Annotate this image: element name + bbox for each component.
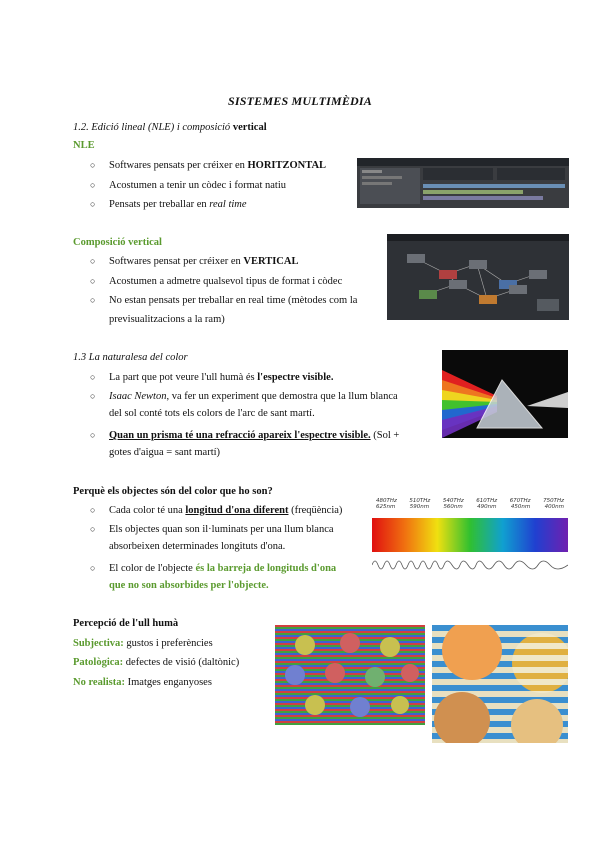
list-item — [109, 563, 361, 591]
node-compositor-image — [387, 234, 569, 320]
bullet — [90, 524, 102, 535]
section-heading-objects: Perquè els objectes són del color que ho son? — [73, 486, 273, 497]
nle-editor-image — [357, 158, 569, 208]
bullet — [90, 199, 102, 210]
wave-label: 560nm — [443, 504, 463, 510]
item-text-cont: del sol conté tots els colors de l'arc de sant martí. — [109, 408, 315, 419]
row-text: Imatges enganyoses — [125, 677, 212, 688]
list-item: No estan pensats per treballar en real time (mètodes com la — [109, 295, 358, 306]
wave-label: 400nm — [544, 504, 564, 510]
vertical-label: Composició vertical — [73, 237, 162, 248]
wave-label: 490nm — [477, 504, 497, 510]
bullet — [90, 372, 102, 383]
section-heading-perception: Percepció de l'ull humà — [73, 618, 179, 629]
row-label: Patològica: — [73, 657, 124, 668]
freq-label: 510THz — [409, 498, 431, 504]
item-bold: l'espectre visible. — [257, 372, 334, 383]
item-text: El color de l'objecte — [109, 563, 196, 574]
item-text-cont: absorbeixen determinades longituts d'ona. — [109, 541, 286, 552]
list-item: Acostumen a tenir un còdec i format natiu — [109, 180, 286, 191]
item-text: Pensats per treballar en — [109, 199, 210, 210]
prism-image — [442, 350, 568, 438]
perception-row — [73, 638, 213, 649]
row-label: No realista: — [73, 677, 126, 688]
freq-label: 480THz — [376, 498, 397, 504]
list-item: Acostumen a admetre qualsevol tipus de format i còdec — [109, 276, 343, 287]
wave-label: 625nm — [376, 504, 396, 510]
list-item — [109, 524, 361, 552]
spectrum-image — [372, 498, 568, 582]
list-item — [109, 391, 429, 419]
list-item — [109, 160, 326, 171]
list-item-cont: previsualitzacions a la ram) — [109, 314, 225, 325]
item-text-cont: gotes d'aigua = sant martí) — [109, 447, 221, 458]
list-item — [109, 199, 247, 210]
item-bold-underline: longitud d'ona diferent — [185, 505, 289, 516]
item-text: La part que pot veure l'ull humà és — [109, 372, 258, 383]
item-bold: VERTICAL — [243, 256, 299, 267]
perception-row — [73, 677, 212, 688]
list-item — [109, 505, 342, 516]
item-italic: Isaac Newton — [109, 391, 167, 402]
item-bold: HORITZONTAL — [247, 160, 327, 171]
bullet — [90, 563, 102, 574]
bullet — [90, 295, 102, 306]
wave-label: 590nm — [409, 504, 430, 510]
bullet — [90, 160, 102, 171]
freq-label: 670THz — [509, 498, 531, 504]
heading-bold: vertical — [232, 122, 267, 133]
item-text: Cada color té una — [109, 505, 186, 516]
illusion-image-spheres — [275, 625, 425, 725]
list-item — [109, 256, 298, 267]
item-text: , va fer un experiment que demostra que la llum blanca — [166, 391, 398, 402]
item-text: (freqüència) — [288, 505, 343, 516]
perception-row — [73, 657, 239, 668]
illusion-image-balls — [432, 625, 568, 743]
bullet — [90, 256, 102, 267]
item-italic: real time — [209, 199, 247, 210]
list-item — [109, 430, 429, 458]
bullet — [90, 180, 102, 191]
list-item — [109, 372, 333, 383]
row-label: Subjectiva: — [73, 638, 124, 649]
page-title: SISTEMES MULTIMÈDIA — [228, 94, 372, 108]
nle-label: NLE — [73, 140, 95, 151]
item-text: (Sol + — [370, 430, 400, 441]
wave-label: 450nm — [510, 504, 531, 510]
bullet — [90, 276, 102, 287]
bullet — [90, 430, 102, 441]
item-text: Softwares pensats per créixer en — [109, 160, 248, 171]
section-heading-nle — [73, 122, 267, 133]
item-text: Softwares pensat per créixer en — [109, 256, 244, 267]
item-green-cont: que no son absorbides per l'objecte. — [109, 580, 269, 591]
spectrum-bar — [372, 518, 568, 552]
row-text: gustos i preferències — [123, 638, 213, 649]
item-text: Els objectes quan son il·luminats per una llum blanca — [109, 524, 334, 535]
freq-label: 750THz — [543, 498, 564, 504]
row-text: defectes de visió (daltònic) — [123, 657, 240, 668]
bullet — [90, 391, 102, 402]
item-bold-underline: Quan un prisma té una refracció apareix l'espectre visible. — [109, 430, 371, 441]
section-heading-color: 1.3 La naturalesa del color — [73, 352, 188, 363]
bullet — [90, 505, 102, 516]
freq-label: 610THz — [476, 498, 498, 504]
heading-italic: 1.2. Edició lineal (NLE) i composició — [73, 122, 233, 133]
wave-graphic — [372, 556, 568, 574]
freq-label: 540THz — [442, 498, 464, 504]
item-green: és la barreja de longituds d'ona — [195, 563, 337, 574]
